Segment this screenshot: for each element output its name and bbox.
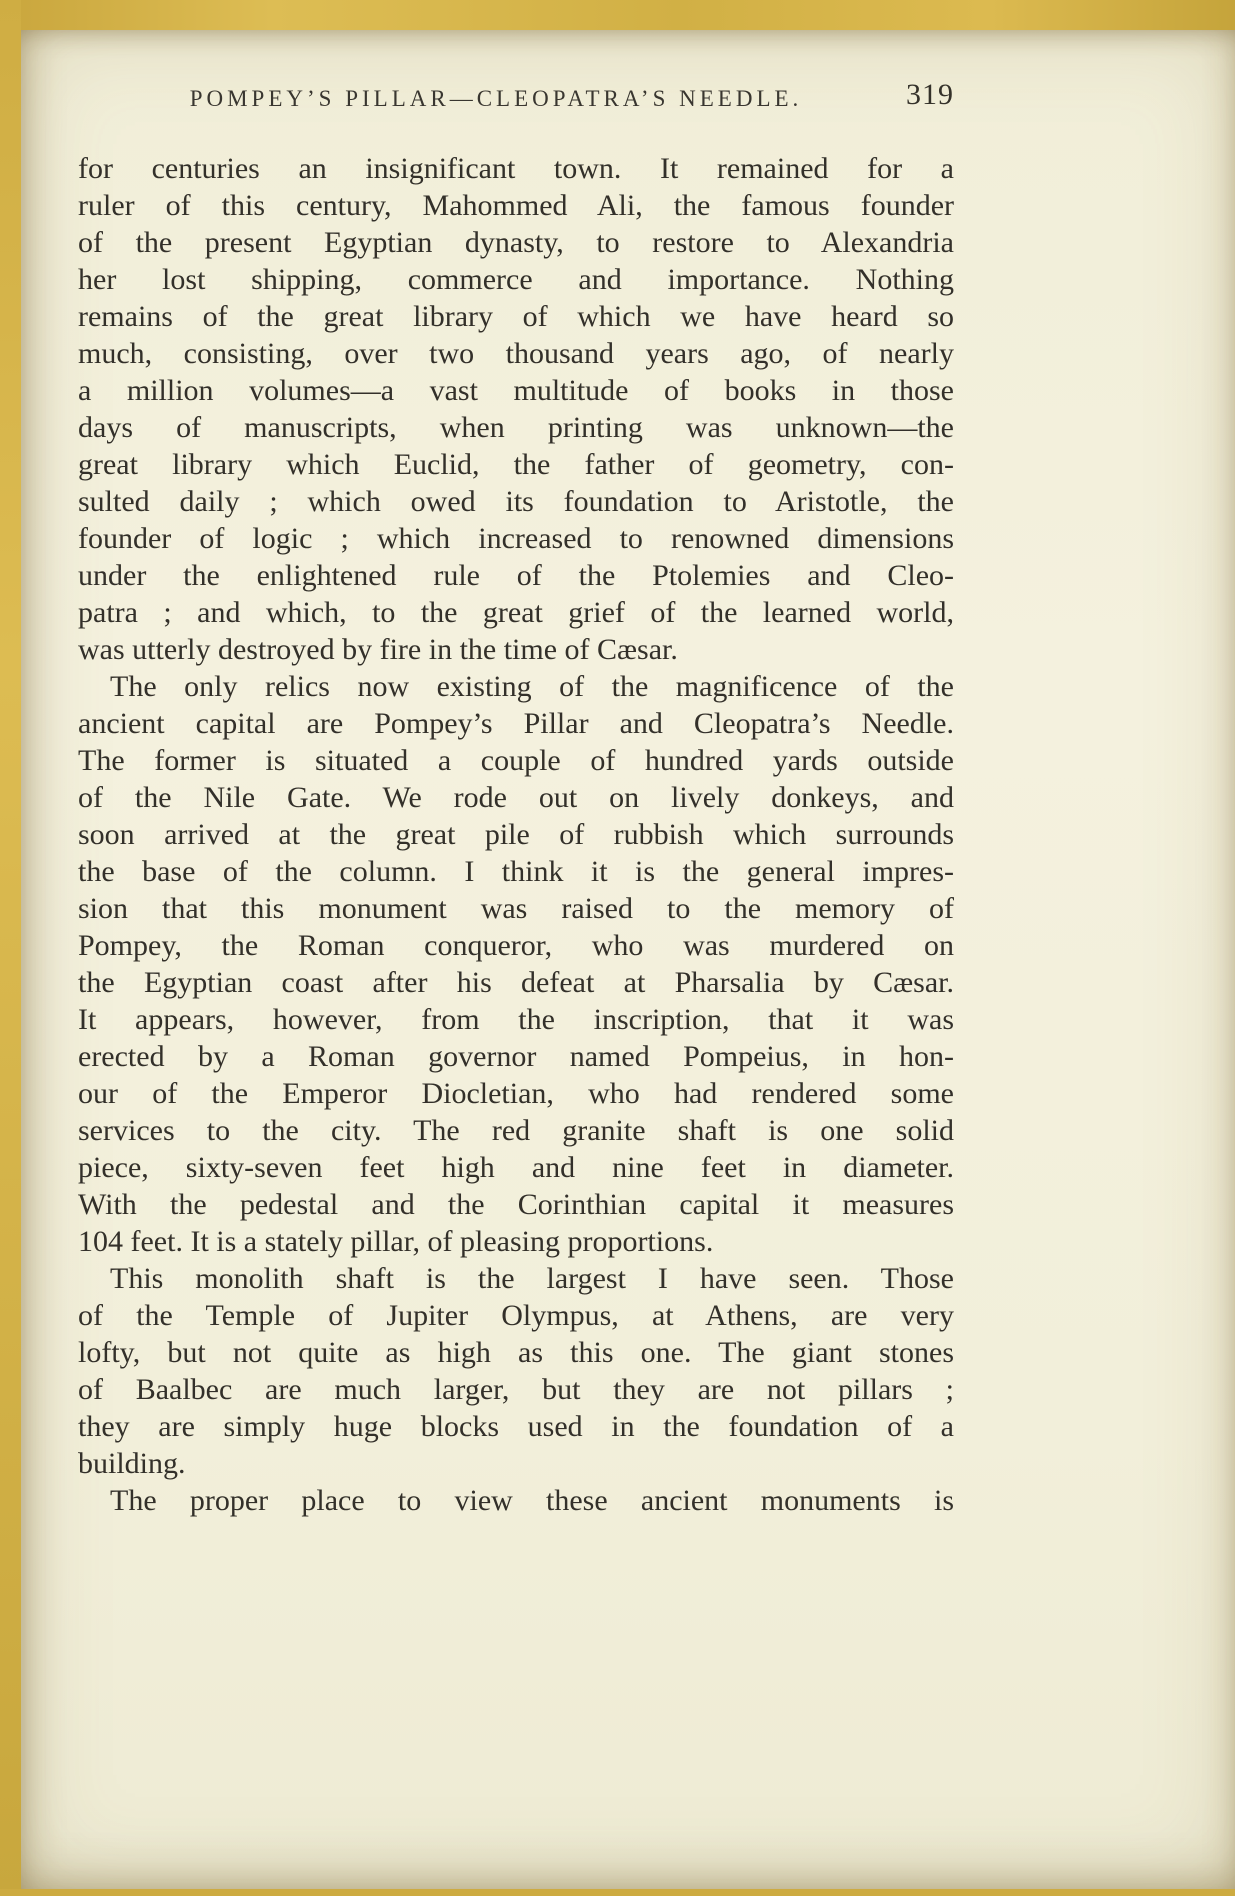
text-line: The proper place to view these ancient monuments is [110,1484,954,1517]
page-number: 319 [906,78,954,111]
text-line: ruler of this century, Mahommed Ali, the famous founder [78,189,954,222]
text-line: soon arrived at the great pile of rubbish which surrounds [78,818,954,851]
book-page [21,30,1235,1889]
text-line: great library which Euclid, the father of geometry, con- [78,448,954,481]
text-line: remains of the great library of which we have heard so [78,300,954,333]
text-line: sulted daily ; which owed its foundation to Aristotle, the [78,485,954,518]
text-line: The former is situated a couple of hundred yards outside [78,744,954,777]
page-content [78,30,954,1519]
text-line: This monolith shaft is the largest I have seen. Those [110,1262,954,1295]
paragraph [78,1482,954,1519]
text-line: piece, sixty-seven feet high and nine feet in diameter. [78,1151,954,1184]
page-header [78,78,954,122]
text-line: of the present Egyptian dynasty, to restore to Alexandria [78,226,954,259]
text-line: of the Temple of Jupiter Olympus, at Athens, are very [78,1299,954,1332]
text-line: erected by a Roman governor named Pompeius, in hon- [78,1040,954,1073]
text-line: the Egyptian coast after his defeat at Pharsalia by Cæsar. [78,966,954,999]
text-line: patra ; and which, to the great grief of the learned world, [78,596,954,629]
text-line: The only relics now existing of the magnificence of the [110,670,954,703]
text-line: With the pedestal and the Corinthian capital it measures [78,1188,954,1221]
running-title: POMPEY’S PILLAR—CLEOPATRA’S NEEDLE. [189,86,803,111]
text-line: It appears, however, from the inscription, that it was [78,1003,954,1036]
text-line: founder of logic ; which increased to renowned dimensions [78,522,954,555]
text-line: ancient capital are Pompey’s Pillar and Cleopatra’s Needle. [78,707,954,740]
text-line: they are simply huge blocks used in the foundation of a [78,1410,954,1443]
text-line: 104 feet. It is a stately pillar, of pleasing proportions. [78,1225,714,1258]
book-edge-bottom [0,1889,1235,1896]
text-line: services to the city. The red granite shaft is one solid [78,1114,954,1147]
text-line: the base of the column. I think it is the general impres- [78,855,954,888]
text-line: building. [78,1447,186,1480]
text-line: a million volumes—a vast multitude of books in those [78,374,954,407]
text-line: days of manuscripts, when printing was unknown—the [78,411,954,444]
text-line: was utterly destroyed by fire in the time of Cæsar. [78,633,678,666]
text-line: Pompey, the Roman conqueror, who was murdered on [78,929,954,962]
text-line: her lost shipping, commerce and importance. Nothing [78,263,954,296]
text-line: lofty, but not quite as high as this one. The giant stones [78,1336,954,1369]
paragraph [78,1260,954,1482]
text-line: much, consisting, over two thousand years ago, of nearly [78,337,954,370]
text-line: under the enlightened rule of the Ptolemies and Cleo- [78,559,954,592]
paragraph [78,668,954,1260]
book-edge-left [0,0,21,1896]
text-line: sion that this monument was raised to the memory of [78,892,954,925]
text-line: of the Nile Gate. We rode out on lively donkeys, and [78,781,954,814]
text-line: for centuries an insignificant town. It remained for a [78,152,954,185]
book-edge-top [0,0,1235,30]
paragraph [78,150,954,668]
page-body [78,150,954,1519]
text-line: of Baalbec are much larger, but they are not pillars ; [78,1373,954,1406]
text-line: our of the Emperor Diocletian, who had rendered some [78,1077,954,1110]
